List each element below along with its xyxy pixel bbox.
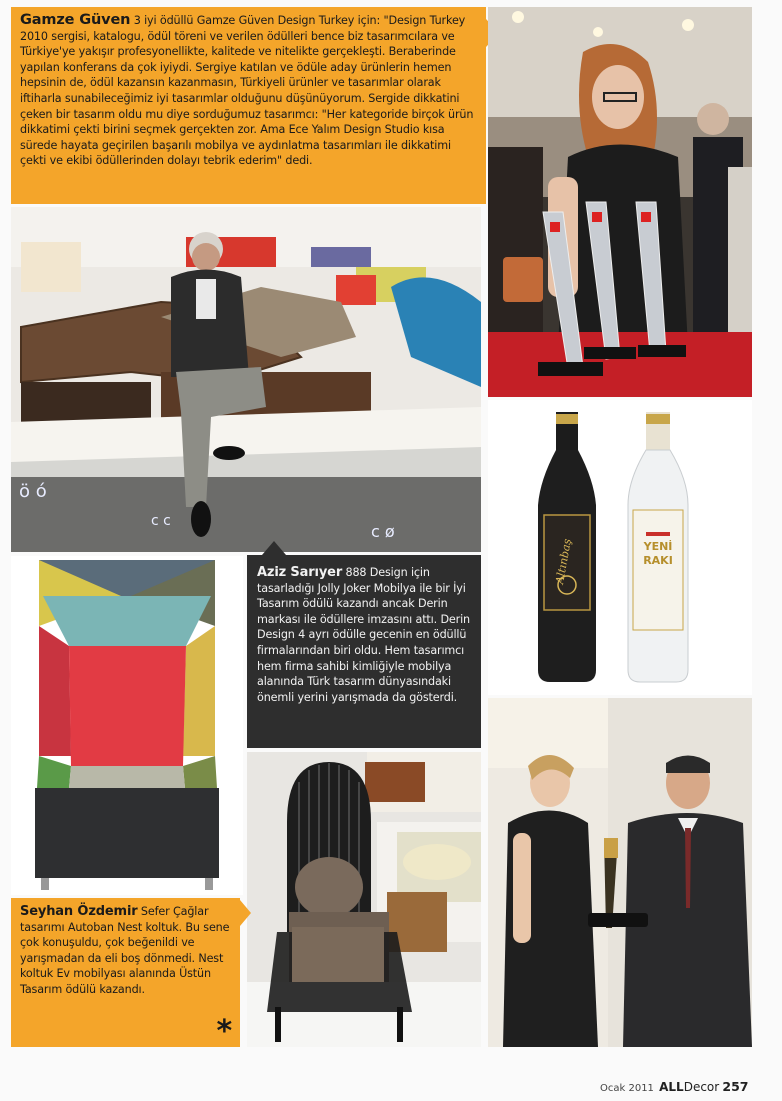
caption-name: Seyhan Özdemir <box>20 904 138 919</box>
svg-text:ӧ ό: ӧ ό <box>19 481 47 502</box>
page-number: 257 <box>722 1079 749 1094</box>
footer-date: Ocak 2011 <box>600 1083 654 1094</box>
footer-brand <box>659 1080 720 1094</box>
end-mark: * <box>216 1014 232 1049</box>
photo-geometric-armchair <box>11 556 243 895</box>
caption-aziz-sariyer <box>247 555 481 748</box>
caption-seyhan-ozdemir <box>11 898 240 1047</box>
photo-nest-koltuk <box>247 752 481 1047</box>
photo-gamze-with-trophies <box>488 7 752 397</box>
caption-text: 888 Design için tasarladığı Jolly Joker Mobilya ile bir İyi Tasarım ödülü kazandı ancak Derin markası ile ödüllere imzasını attı. Derin Design 4 ayrı ödülle gecenin en ödüllü firmalarından biri oldu. Hem tasarımcı hem firma sahibi kimliğiyle mobilya alanında Türk tasarım dünyasındaki önemli yerini yarışmada da gösterdi. <box>257 566 470 704</box>
photo-award-ceremony <box>488 698 752 1047</box>
bottle-right-label-1: YENİ <box>643 540 673 553</box>
caption-text: 3 iyi ödüllü Gamze Güven Design Turkey için: "Design Turkey 2010 sergisi, katalogu, ödül töreni ve verilen ödülleri bence biz tasarımcılara ve Türkiye'ye yakışır profesyonellikte, kalitede ve nitelikte gerçekleşti. Beraberinde yapılan konferans da çok iyiydi. Sergiye katılan ve ödüle aday ürünlerin hemen hepsinin de, ödül kazansın kazanmasın, Türkiyeli ürünler ve tasarımlar olarak iftiharla sunabileceğimiz iyi tasarımlar olduğunu düşünüyorum. Sergide dikkatini çeken bir tasarım oldu mu diye sorduğumuz tasarımcı: "Her kategoride birçok ürün dikkatimi çekti birini seçmek gerçekten zor. Ama Ece Yalım Design Studio kısa sürede hayata geçirilen başarılı mobilya ve aydınlatma tasarımları ile dikkatimi çekti ve ekibi ödüllerinden dolayı tebrik ederim" dedi. <box>20 14 474 168</box>
caption-pointer-right <box>240 900 251 926</box>
svg-text:ᴄ ø: ᴄ ø <box>371 522 395 541</box>
bottle-right-label-2: RAKI <box>643 554 673 567</box>
caption-pointer-up <box>262 541 286 555</box>
caption-name: Gamze Güven <box>20 12 131 28</box>
caption-name: Aziz Sarıyer <box>257 565 343 580</box>
caption-gamze-guven <box>11 7 486 204</box>
brand-all: ALL <box>659 1080 684 1094</box>
bottle-left-label: Altınbaş <box>553 537 574 586</box>
caption-text: Sefer Çağlar tasarımı Autoban Nest koltuk. Bu sene çok konuşuldu, çok beğenildi ve yarışmadan da eli boş dönmedi. Nest koltuk Ev mobilyası alanında Üstün Tasarım ödülü kazandı. <box>20 905 230 996</box>
photo-aziz-sariyer-seated <box>11 207 481 552</box>
photo-raki-bottles <box>488 400 752 695</box>
page-footer <box>600 1079 760 1097</box>
svg-text:c ᴄ: c ᴄ <box>151 513 171 529</box>
brand-decor: Decor <box>683 1080 720 1094</box>
